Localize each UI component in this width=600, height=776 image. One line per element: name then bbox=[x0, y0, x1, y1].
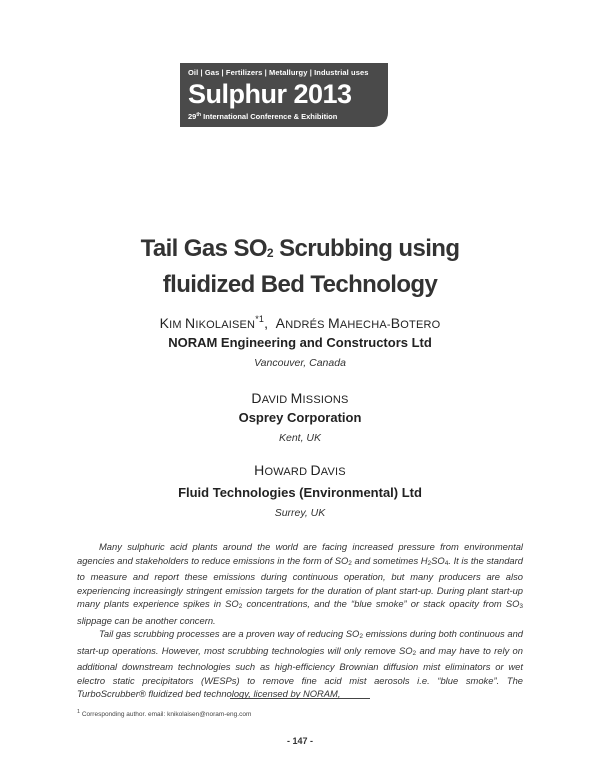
abstract-text: Many sulphuric acid plants around the world are facing increased pressure from environmental agencies and stakeholders to reduce emissions in the form of SO bbox=[77, 541, 523, 566]
abstract-paragraph-1 bbox=[77, 540, 523, 627]
abstract-text: emissions during both continuous and start-up operations. However, most scrubbing technologies will only remove SO bbox=[77, 628, 524, 656]
title-text-b: Scrubbing using bbox=[273, 235, 460, 262]
paper-title-line1 bbox=[0, 233, 600, 269]
author4-last-rest: AVIS bbox=[320, 466, 346, 478]
location-2: Kent, UK bbox=[278, 432, 322, 444]
author2-last-rest: AHECHA- bbox=[339, 319, 391, 331]
footnote-text: Corresponding author. email: knikolaisen@noram-eng.com bbox=[80, 711, 252, 719]
author2-last-initial: M bbox=[327, 315, 340, 331]
paper-title-line2: fluidized Bed Technology bbox=[162, 271, 438, 298]
abstract-text: . It is the standard to measure and report these emissions during continuous operation, but many producers are also experiencing increasingly stringent emission targets for the duration of plant start-up. During plant start-up many plants experience spikes in SO bbox=[77, 554, 523, 609]
subscript: 2 bbox=[427, 559, 432, 567]
author-separator: , bbox=[264, 315, 276, 331]
banner-title: Sulphur 2013 bbox=[188, 79, 352, 109]
banner-subtitle bbox=[188, 112, 337, 121]
abstract-text: slippage can be another concern. bbox=[77, 614, 216, 626]
author1-last-rest: IKOLAISEN bbox=[195, 319, 256, 331]
affiliation-2: Osprey Corporation bbox=[238, 410, 362, 425]
location-3: Surrey, UK bbox=[274, 507, 326, 519]
banner-edition-suffix: th bbox=[196, 112, 202, 118]
author2-first-rest: NDRÉS bbox=[285, 319, 328, 331]
author1-first-rest: IM bbox=[169, 319, 186, 331]
subscript: 4 bbox=[444, 559, 449, 567]
footnote-mark: 1 bbox=[77, 709, 81, 715]
conference-banner bbox=[180, 63, 388, 127]
author1-footnote-mark: *1 bbox=[255, 314, 265, 324]
abstract-text: and sometimes H bbox=[351, 554, 428, 566]
author4-first-rest: OWARD bbox=[264, 466, 311, 478]
abstract bbox=[77, 540, 523, 701]
banner-subtitle-text: International Conference & Exhibition bbox=[201, 112, 338, 121]
author2-last2-initial: B bbox=[390, 315, 401, 331]
affiliation-1: NORAM Engineering and Constructors Ltd bbox=[168, 335, 432, 350]
author2-last2-rest: OTERO bbox=[400, 319, 441, 331]
subscript: 2 bbox=[238, 603, 243, 610]
subscript: 2 bbox=[348, 559, 352, 567]
abstract-text: concentrations, and the “blue smoke” or stack opacity from SO bbox=[242, 598, 520, 609]
footnote bbox=[77, 709, 251, 718]
affiliation-3: Fluid Technologies (Environmental) Ltd bbox=[178, 485, 422, 500]
author-line-2 bbox=[0, 390, 600, 406]
author1-first-initial: K bbox=[159, 315, 170, 331]
footnote-divider bbox=[230, 698, 370, 699]
author3-last-initial: M bbox=[290, 390, 303, 406]
author4-first-initial: H bbox=[254, 462, 265, 478]
banner-edition-number: 29 bbox=[188, 112, 197, 121]
banner-topline: Oil | Gas | Fertilizers | Metallurgy | Industrial uses bbox=[188, 68, 369, 77]
author-line-1 bbox=[0, 314, 600, 331]
title-text-a: Tail Gas SO bbox=[140, 235, 267, 262]
paper-title bbox=[0, 233, 600, 300]
subscript: 2 bbox=[359, 633, 363, 640]
author3-last-rest: ISSIONS bbox=[302, 394, 349, 406]
abstract-text: and may have to rely on additional downstream technologies such as high-efficiency Brownian diffusion mist eliminators or wet electro static precipitators (WESPs) to remove fine acid mist aerosols i.e. “blue smoke”. The TurboScrubber® fluidized bed technology, licensed by NORAM, bbox=[77, 644, 523, 699]
author-line-3 bbox=[0, 462, 600, 478]
abstract-text: SO bbox=[431, 554, 445, 566]
page-number: - 147 - bbox=[286, 736, 313, 746]
author3-first-rest: AVID bbox=[261, 394, 291, 406]
subscript: 3 bbox=[519, 603, 523, 610]
author2-first-initial: A bbox=[275, 315, 286, 331]
author1-last-initial: N bbox=[185, 315, 196, 331]
abstract-text: Tail gas scrubbing processes are a proven way of reducing SO bbox=[99, 628, 360, 639]
location-1: Vancouver, Canada bbox=[254, 357, 346, 369]
author4-last-initial: D bbox=[310, 462, 321, 478]
abstract-paragraph-2 bbox=[77, 627, 523, 701]
title-subscript: 2 bbox=[266, 246, 273, 260]
author3-first-initial: D bbox=[251, 390, 262, 406]
subscript: 2 bbox=[412, 649, 417, 657]
